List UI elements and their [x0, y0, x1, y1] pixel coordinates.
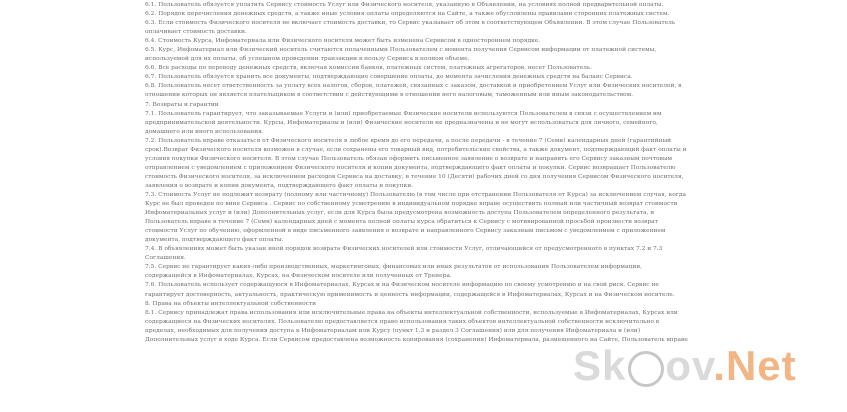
text-line: 6.3. Если стоимость Физического носителя не включает стоимость доставки, то Сервис указывает об этом в соответствующем Объявлении. В этом случае Пользователь: [145, 20, 676, 27]
watermark-text: Sk: [573, 342, 627, 389]
text-line: 6.2. Порядок перечисления денежных средств, а также иные условия оплаты определяются на Сайте, а также обусловлены правилами сторонних платежных систем.: [145, 11, 670, 18]
agreement-text: [145, 1, 693, 345]
text-line: содержащиеся на Физических носителях. Пользователю предоставляется право использования таких объектов интеллектуальной собственности исключительно в: [145, 318, 660, 325]
text-line: 7.4. В объявлениях может быть указан иной порядок возврата Физических носителей или стоимости Услуг, отличающийся от предусмотренного в пунктах 7.2 и 7.3: [145, 246, 663, 253]
text-line: Курс не был проведен по вине Сервиса . Сервис по собственному усмотрению в индивидуальном порядке вправе осуществить полный или частичный возврат стоимости: [145, 201, 678, 208]
text-line: отношении которых он является плательщиком в соответствии с действующими в отношении него налоговым, таможенным или иным законодательством.: [145, 92, 634, 99]
text-line: 7.1. Пользователь гарантирует, что заказываемые Услуги и (или) приобретаемые Физические носители используются Пользователем в связи с осуществлением им: [145, 110, 662, 117]
text-line: 6.7. Пользователь обязуется хранить все документы, подтверждающие совершение оплаты, до момента зачисления денежных средств на баланс Сервиса.: [145, 74, 633, 81]
text-line: Инфоматериальных услуг и (или) Дополнительных услуг, если для Курса была предусмотрена возможность доступа Пользователем определенного результата, и: [145, 210, 655, 217]
text-line: 7.3. Стоимость Услуг не подлежит возврату (полному или частичному) Пользователю (в том числе при отстранении Пользователя от Курса) за исключением случая, когда: [145, 191, 687, 198]
seal-icon: [628, 351, 664, 387]
text-line: Соглашения.: [145, 255, 186, 262]
text-line: 6.4. Стоимость Курса, Инфоматериала или Физического носителя может быть изменена Сервисом в одностороннем порядке.: [145, 38, 541, 45]
text-line: 7.2. Пользователь вправе отказаться от Физического носителя в любое время до его передачи, а после передачи - в течение 7 (Семи) календарных дней (гарантийный: [145, 137, 672, 144]
text-line: домашнего или иного использования.: [145, 128, 264, 135]
text-line: заявления о возврате и копии документа, подтверждающего факт оплаты и покупки.: [145, 182, 414, 189]
text-line: срок).Возврат Физического носителя возможен в случае, если сохранены его товарный вид, потребительские свойства, а также документ, подтверждающий факт оплаты и: [145, 146, 687, 153]
text-line: 7.5. Сервис не гарантирует каких-либо производственных, маркетинговых, финансовых или иных результатов от использования Пользователем информации,: [145, 264, 643, 271]
text-line: предпринимательской деятельности. Курсы, Инфоматериалы и (или) Физические носители не предназначены и не могут использоваться для личного, семейного,: [145, 119, 658, 126]
text-line: 6.1. Пользователь обязуется уплатить Сервису стоимость Услуг или Физического носителя, указанную в Объявлении, на условиях полной предварительной оплаты.: [145, 2, 664, 8]
text-line: условия покупки Физического носителя. В этом случае Пользователь обязан оформить письменное заявление о возврате и направить его Сервису заказным почтовым: [145, 155, 673, 162]
text-line: 6.6. Все расходы по переводу денежных средств, включая комиссии банков, платежных систем, платежных агрегаторов, несет Пользователь.: [145, 65, 592, 72]
text-line: 6.8. Пользователь несет ответственность за уплату всех налогов, сборов, платежей, связанных с заказом, доставкой и приобретением Услуг или Физических носителей, в: [145, 83, 682, 90]
text-line: оплачивает стоимость доставки.: [145, 29, 247, 36]
text-line: 8.1. Сервису принадлежат права использования или исключительные права на объекты интеллектуальной собственности, используемые в Инфоматериалах, Курсах или: [145, 309, 678, 316]
watermark-logo: [573, 342, 797, 390]
text-line: 7.6. Пользователь использует содержащуюся в Инфоматериалах, Курсах и на Физическом носителе информацию по своему усмотрению и на свой риск. Сервис не: [145, 282, 659, 289]
text-line: содержащейся в Инфоматериалах, Курсах, на Физическом носителе или полученных от Тренера.: [145, 273, 452, 280]
text-line: пределах, необходимых для получения доступа к Инфоматериалам или Курсу (пункт 1.3 и раздел 3 Соглашения) или для получения Инфоматериала и (или): [145, 327, 641, 334]
text-line: стоимость Физического носителя, за исключением расходов Сервиса на доставку, в течение 10 (Десяти) рабочих дней со дня получения Сервисом Физического носителя,: [145, 173, 684, 180]
watermark-text-end: ov.Net: [665, 342, 797, 389]
text-line: гарантирует достоверность, актуальность, практическую применимость и ценность информации, содержащейся в Инфоматериалах, Курсах и на Физическом носителе.: [145, 291, 675, 298]
text-line: Пользователь вправе в течение 7 (Семи) календарных дней с момента полной оплаты курса обратиться к Сервису с мотивированной просьбой произвести возврат: [145, 219, 658, 226]
text-line: документа, подтверждающего факт оплаты.: [145, 237, 284, 244]
text-line: Дополнительных услуг в ходе Курса. Если Сервисом предоставлена возможность копирования (сохранения) Инфоматериала, размещенного на Сайте, Пользователь вправе: [145, 336, 688, 343]
text-line: стоимости Услуг по обучению, оформленной в виде письменного заявления о возврате и направленного Сервису заказным письмом с уведомлением с приложением: [145, 228, 666, 235]
text-line: используемой для их оплаты, об успешном проведении транзакции в пользу Сервиса в полном объеме.: [145, 56, 470, 63]
text-line: отправлением с уведомлением с приложением Физического носителя и копии документа, подтверждающего факт оплаты и покупки. Сервис возвращает Пользователю: [145, 164, 676, 171]
text-line: 6.5. Курс, Инфоматериал или Физический носитель считаются оплаченными Пользователем с момента получения Сервисом информации от платежной системы,: [145, 47, 657, 54]
text-line: 8. Права на объекты интеллектуальной собственности: [145, 300, 317, 307]
text-line: 7. Возвраты и гарантии: [145, 101, 219, 108]
